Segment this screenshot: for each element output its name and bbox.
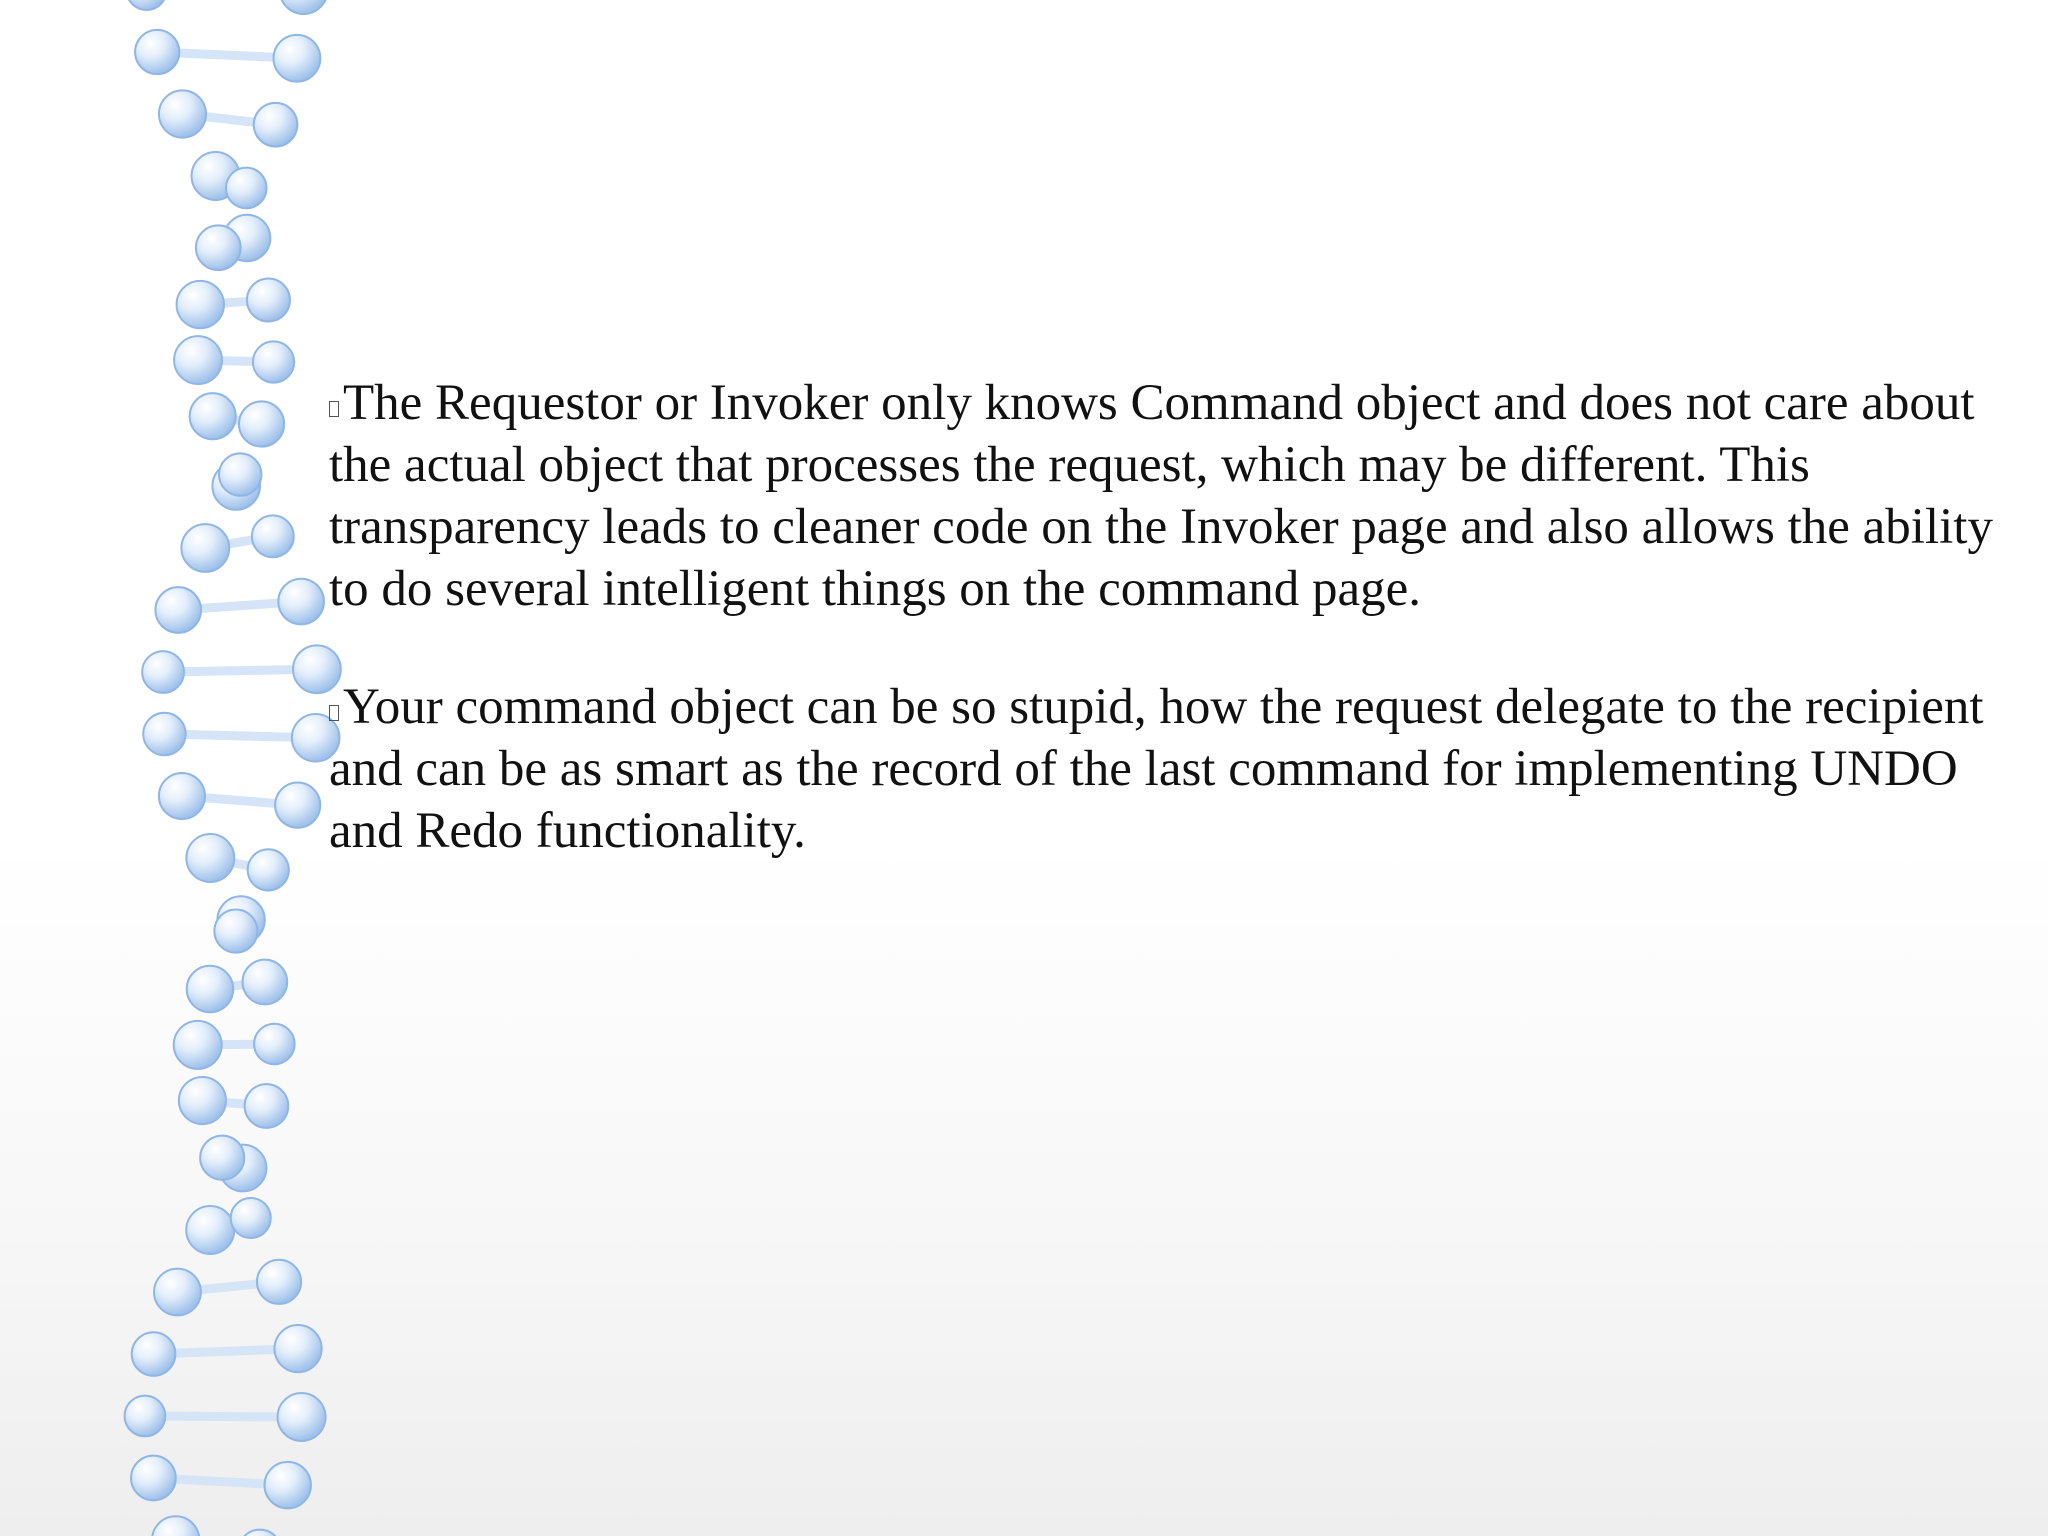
dna-bead xyxy=(275,783,320,828)
dna-bead xyxy=(219,453,261,495)
dna-bead xyxy=(264,1462,310,1508)
dna-bead xyxy=(181,524,229,572)
dna-bead xyxy=(154,1269,201,1316)
dna-bead xyxy=(131,1456,176,1501)
dna-bead xyxy=(200,1136,244,1180)
bullet-text-1: The Requestor or Invoker only knows Command object and does not care about the actual object that processes the request, which may be different. This transparency leads to cleaner code on the Invoker page and also allows the ability to do several intelligent things on the command page. xyxy=(329,375,1993,617)
dna-bead xyxy=(247,278,290,321)
dna-bead xyxy=(248,849,289,890)
dna-bead xyxy=(152,1516,199,1536)
bullet-text-2: Your command object can be so stupid, how the request delegate to the recipient and can be as smart as the record of the last command for implementing UNDO and Redo functionality. xyxy=(329,679,1984,859)
dna-bead xyxy=(143,713,185,755)
dna-bead xyxy=(127,0,167,10)
dna-bead xyxy=(132,1332,176,1376)
dna-bead xyxy=(238,1530,281,1536)
dna-bead xyxy=(239,401,284,446)
dna-helix-decoration xyxy=(0,0,360,1536)
dna-bead xyxy=(159,90,206,137)
bullet-marker-icon xyxy=(329,705,339,721)
dna-bead xyxy=(214,910,257,953)
dna-bead xyxy=(257,1260,301,1304)
dna-bead xyxy=(155,587,201,633)
bullet-paragraph-1 xyxy=(329,372,2029,620)
dna-bead xyxy=(196,225,241,270)
dna-bead xyxy=(177,281,224,328)
dna-bead xyxy=(159,773,205,819)
dna-bead xyxy=(186,834,234,882)
dna-bead xyxy=(231,1198,271,1238)
dna-bead xyxy=(278,579,324,625)
dna-bead xyxy=(125,1396,166,1437)
dna-bead xyxy=(135,30,179,74)
dna-bead xyxy=(280,0,328,14)
dna-bead xyxy=(245,1084,289,1128)
dna-bead xyxy=(254,1024,295,1065)
slide-body xyxy=(329,372,2029,918)
dna-bead xyxy=(253,341,294,382)
dna-bead xyxy=(274,35,321,82)
dna-bead xyxy=(142,651,184,693)
dna-bead xyxy=(278,1393,326,1441)
dna-bead xyxy=(190,393,236,439)
dna-bead xyxy=(186,1206,234,1254)
dna-bead xyxy=(174,336,222,384)
dna-bead xyxy=(274,1325,321,1372)
dna-bead xyxy=(179,1077,226,1124)
dna-bead xyxy=(174,1021,222,1069)
bullet-marker-icon xyxy=(329,401,339,417)
dna-bead xyxy=(254,103,298,147)
dna-bead xyxy=(226,168,267,209)
dna-bead xyxy=(252,515,294,557)
dna-bead xyxy=(187,966,233,1012)
dna-bead xyxy=(243,960,288,1005)
bullet-paragraph-2 xyxy=(329,676,2029,862)
